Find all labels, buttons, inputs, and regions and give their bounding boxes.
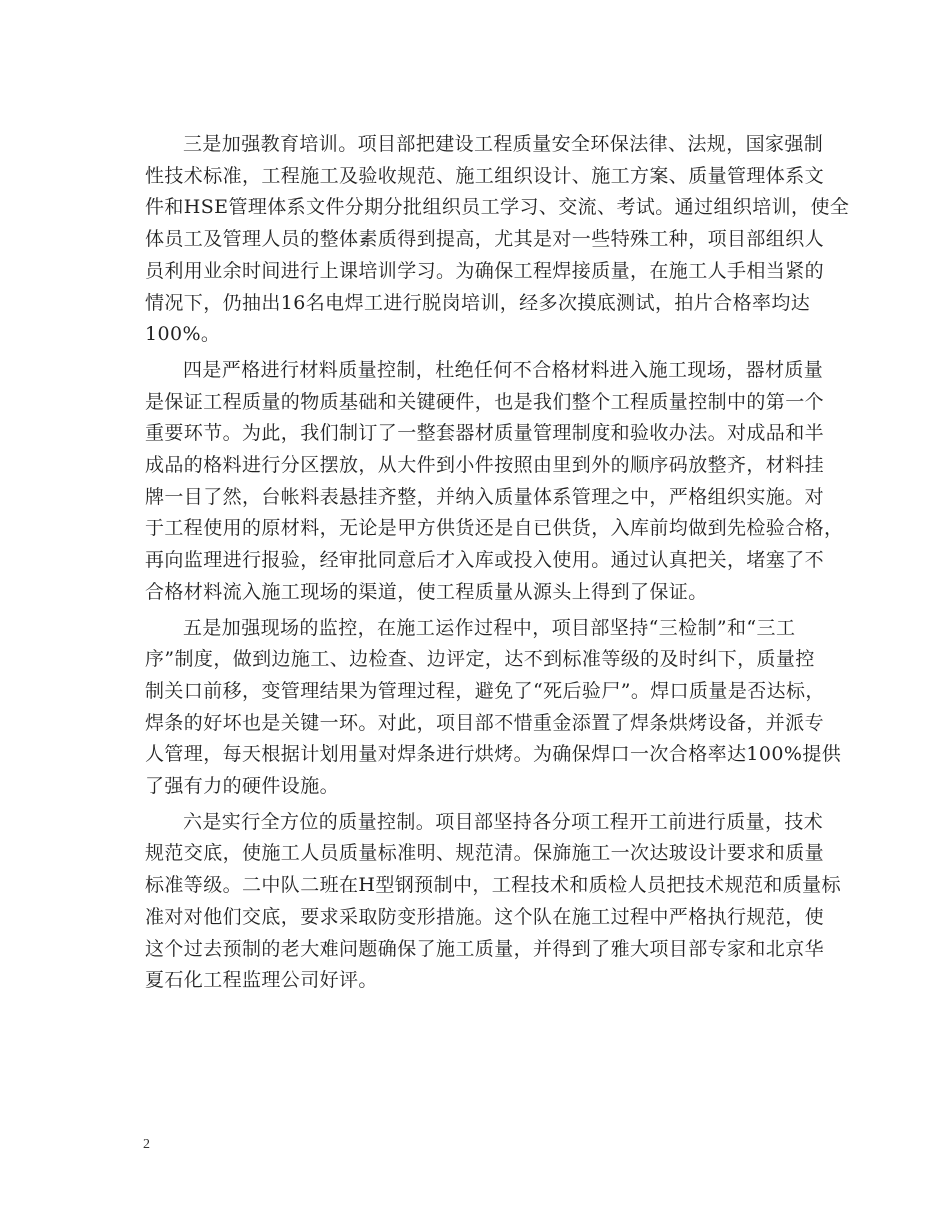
text-line: 体员工及管理人员的整体素质得到提高，尤其是对一些特殊工种，项目部组织人 bbox=[145, 228, 825, 251]
paragraph-3 bbox=[145, 613, 842, 803]
text-line: 牌一目了然，台帐料表悬挂齐整，并纳入质量体系管理之中，严格组织实施。对 bbox=[145, 485, 825, 508]
text-line: 件和HSE管理体系文件分期分批组织员工学习、交流、考试。通过组织培训，使全 bbox=[145, 196, 850, 219]
paragraph-4 bbox=[145, 807, 841, 997]
text-line: 四是严格进行材料质量控制，杜绝任何不合格材料进入施工现场，器材质量 bbox=[183, 358, 824, 381]
text-line: 制关口前移，变管理结果为管理过程，避免了“死后验尸”。焊口质量是否达标， bbox=[145, 679, 825, 702]
text-line: 成品的格料进行分区摆放，从大件到小件按照由里到外的顺序码放整齐，材料挂 bbox=[145, 454, 825, 477]
text-line: 序”制度，做到边施工、边检查、边评定，达不到标准等级的及时纠下，质量控 bbox=[145, 648, 815, 671]
text-line: 准对对他们交底，要求采取防变形措施。这个队在施工过程中严格执行规范，使 bbox=[145, 905, 825, 928]
text-line: 再向监理进行报验，经审批同意后才入库或投入使用。通过认真把关，堵塞了不 bbox=[145, 549, 825, 572]
body-text bbox=[145, 129, 850, 1001]
text-line: 情况下，仍抽出16名电焊工进行脱岗培训，经多次摸底测试，拍片合格率均达 bbox=[145, 291, 811, 314]
text-line: 标准等级。二中队二班在H型钢预制中，工程技术和质检人员把技术规范和质量标 bbox=[145, 874, 841, 897]
text-line: 焊条的好坏也是关键一环。对此，项目部不惜重金添置了焊条烘烤设备，并派专 bbox=[145, 711, 825, 734]
text-line: 三是加强教育培训。项目部把建设工程质量安全环保法律、法规，国家强制 bbox=[183, 133, 824, 155]
paragraph-1 bbox=[145, 129, 850, 351]
text-line: 性技术标准，工程施工及验收规范、施工组织设计、施工方案、质量管理体系文 bbox=[145, 164, 825, 187]
paragraph-2 bbox=[145, 355, 844, 609]
text-line: 人管理，每天根据计划用量对焊条进行烘烤。为确保焊口一次合格率达100%提供 bbox=[145, 743, 842, 766]
text-line: 于工程使用的原材料，无论是甲方供货还是自已供货，入库前均做到先检验合格， bbox=[145, 517, 844, 540]
text-line: 五是加强现场的监控，在施工运作过程中，项目部坚持“三检制”和“三工 bbox=[183, 616, 796, 639]
text-line: 重要环节。为此，我们制订了一整套器材质量管理制度和验收办法。对成品和半 bbox=[145, 422, 825, 445]
text-line: 合格材料流入施工现场的渠道，使工程质量从源头上得到了保证。 bbox=[145, 580, 708, 603]
text-line: 这个过去预制的老大难问题确保了施工质量，并得到了雅大项目部专家和北京华 bbox=[145, 937, 825, 960]
text-line: 100%。 bbox=[145, 323, 221, 346]
text-line: 六是实行全方位的质量控制。项目部坚持各分项工程开工前进行质量，技术 bbox=[183, 810, 824, 833]
page-number: 2 bbox=[143, 1137, 150, 1152]
text-line: 夏石化工程监理公司好评。 bbox=[145, 969, 378, 992]
text-line: 规范交底，使施工人员质量标准明、规范清。保旆施工一次达玻设计要求和质量 bbox=[145, 842, 825, 865]
text-line: 了强有力的硬件设施。 bbox=[145, 775, 340, 798]
text-line: 是保证工程质量的物质基础和关键硬件，也是我们整个工程质量控制中的第一个 bbox=[145, 390, 825, 413]
text-line: 员利用业余时间进行上课培训学习。为确保工程焊接质量，在施工人手相当紧的 bbox=[145, 259, 825, 282]
